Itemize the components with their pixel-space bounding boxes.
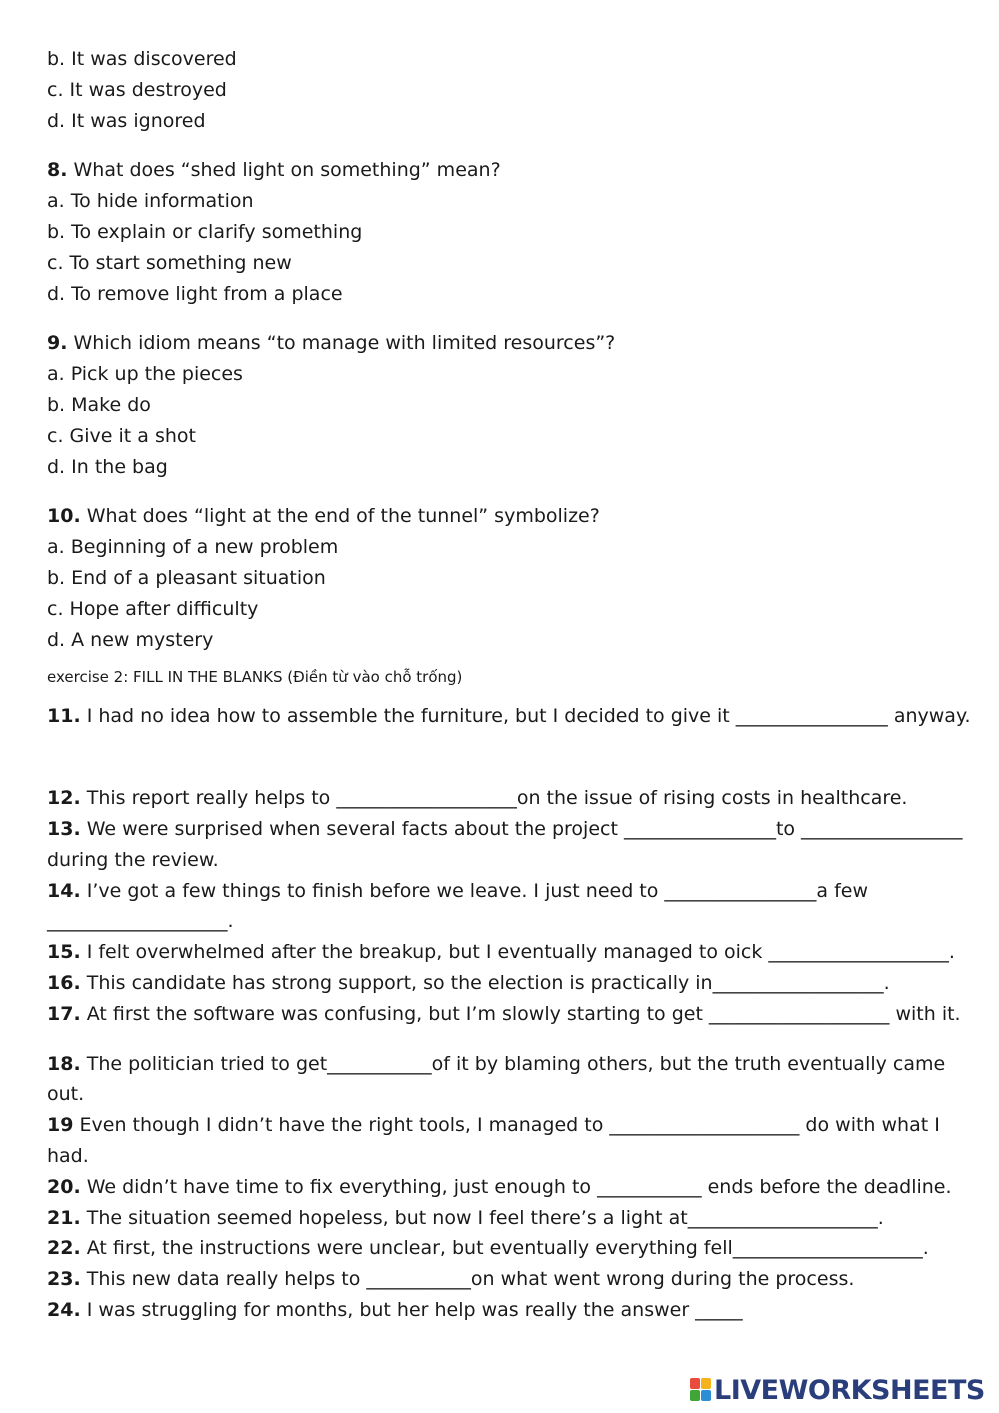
question-23	[47, 1264, 957, 1295]
q7-option-d: d. It was ignored	[47, 109, 206, 132]
question-number: 23.	[47, 1268, 81, 1291]
q8-option-a[interactable]: a. To hide information	[47, 190, 254, 213]
question-text: The politician tried to get___________of it by blaming others, but the truth eventually came	[86, 1052, 946, 1075]
q9-option-d[interactable]: d. In the bag	[47, 455, 168, 478]
question-number: 18.	[47, 1052, 81, 1075]
question-9	[47, 328, 957, 359]
question-number: 19	[47, 1114, 74, 1137]
q9-option-c[interactable]: c. Give it a shot	[47, 424, 196, 447]
question-20	[47, 1172, 957, 1203]
question-19	[47, 1110, 957, 1141]
question-text: This report really helps to ___________________on the issue of rising costs in healthcare.	[86, 787, 908, 810]
question-21	[47, 1203, 957, 1234]
question-number: 21.	[47, 1206, 81, 1229]
logo-tile	[701, 1390, 711, 1401]
question-number: 10.	[47, 505, 81, 528]
question-17	[47, 999, 961, 1030]
question-number: 24.	[47, 1298, 81, 1321]
question-text: Which idiom means “to manage with limited resources”?	[73, 332, 616, 355]
question-14	[47, 876, 957, 907]
exercise-2-title: exercise 2: FILL IN THE BLANKS (Điền từ vào chỗ trống)	[47, 668, 463, 687]
question-text: What does “shed light on something” mean?	[73, 159, 501, 182]
question-number: 16.	[47, 971, 81, 994]
q9-option-b[interactable]: b. Make do	[47, 393, 151, 416]
question-text: Even though I didn’t have the right tools, I managed to ____________________ do with what I	[79, 1114, 940, 1137]
question-number: 20.	[47, 1175, 81, 1198]
question-text: At first the software was confusing, but I’m slowly starting to get ___________________ with it.	[86, 1002, 961, 1025]
question-number: 14.	[47, 879, 81, 902]
question-number: 22.	[47, 1237, 81, 1260]
question-text: I’ve got a few things to finish before we leave. I just need to ________________a few	[86, 879, 869, 902]
question-text: At first, the instructions were unclear, but eventually everything fell____________________.	[86, 1237, 929, 1260]
question-number: 12.	[47, 787, 81, 810]
logo-tile	[701, 1378, 711, 1389]
question-24	[47, 1295, 957, 1326]
question-text: The situation seemed hopeless, but now I feel there’s a light at____________________.	[86, 1206, 884, 1229]
question-number: 17.	[47, 1002, 81, 1025]
question-12	[47, 783, 957, 814]
logo-tile	[690, 1378, 700, 1389]
question-text: I had no idea how to assemble the furniture, but I decided to give it ________________ anyway.	[86, 705, 971, 728]
question-text: What does “light at the end of the tunnel” symbolize?	[86, 505, 600, 528]
question-text: We didn’t have time to fix everything, just enough to ___________ ends before the deadline.	[86, 1175, 952, 1198]
question-10	[47, 501, 957, 532]
question-11	[47, 701, 971, 732]
question-text: We were surprised when several facts about the project ________________to _________________	[86, 817, 963, 840]
logo-tile	[690, 1390, 700, 1401]
q9-option-a[interactable]: a. Pick up the pieces	[47, 363, 243, 386]
question-15	[47, 937, 957, 968]
question-14-cont: ___________________.	[47, 910, 234, 933]
question-13-cont: during the review.	[47, 848, 219, 871]
q7-option-c: c. It was destroyed	[47, 78, 227, 101]
question-text: I felt overwhelmed after the breakup, but I eventually managed to oick ___________________.	[86, 941, 955, 964]
question-18	[47, 1049, 957, 1080]
question-number: 9.	[47, 332, 68, 355]
q8-option-c[interactable]: c. To start something new	[47, 251, 292, 274]
q10-option-a[interactable]: a. Beginning of a new problem	[47, 536, 339, 559]
question-text: I was struggling for months, but her help was really the answer _____	[86, 1298, 743, 1321]
liveworksheets-logo-icon	[690, 1378, 712, 1402]
q10-option-b[interactable]: b. End of a pleasant situation	[47, 566, 326, 589]
question-number: 15.	[47, 941, 81, 964]
q10-option-d[interactable]: d. A new mystery	[47, 628, 214, 651]
question-16	[47, 968, 957, 999]
question-19-cont: had.	[47, 1144, 89, 1167]
question-number: 13.	[47, 817, 81, 840]
q8-option-b[interactable]: b. To explain or clarify something	[47, 220, 363, 243]
liveworksheets-logo	[690, 1370, 985, 1410]
q8-option-d[interactable]: d. To remove light from a place	[47, 282, 343, 305]
question-8	[47, 155, 957, 186]
question-18-cont: out.	[47, 1083, 85, 1106]
question-22	[47, 1233, 957, 1264]
q10-option-c[interactable]: c. Hope after difficulty	[47, 597, 259, 620]
question-text: This candidate has strong support, so the election is practically in__________________.	[86, 971, 890, 994]
question-text: This new data really helps to ___________on what went wrong during the process.	[86, 1268, 855, 1291]
logo-text: LIVEWORKSHEETS	[714, 1374, 985, 1406]
question-number: 8.	[47, 159, 68, 182]
question-number: 11.	[47, 705, 81, 728]
question-13	[47, 814, 963, 845]
q7-option-b: b. It was discovered	[47, 48, 237, 70]
worksheet-page	[47, 44, 971, 1326]
